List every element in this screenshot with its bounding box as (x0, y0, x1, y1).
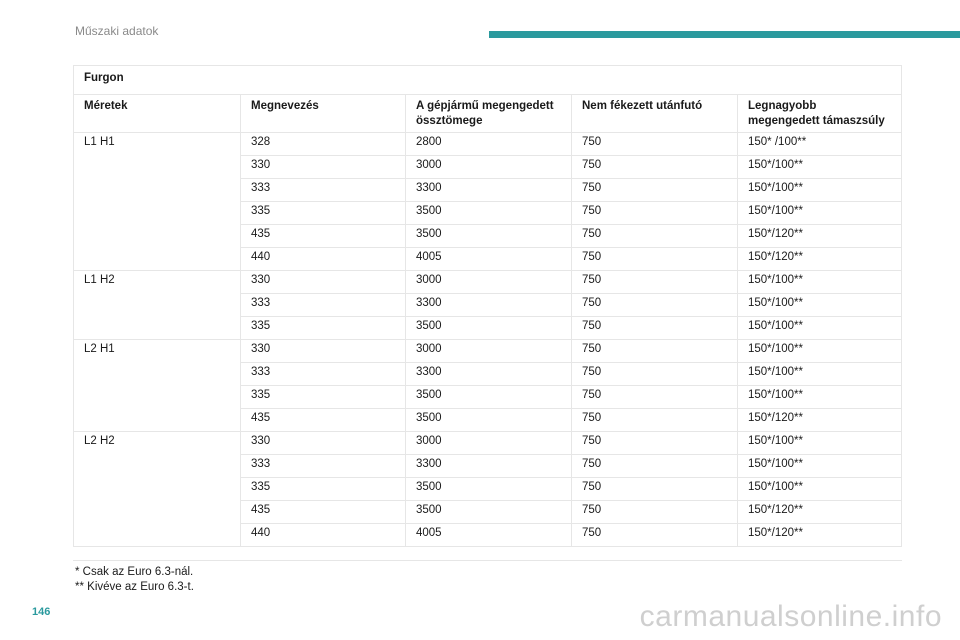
footnote-1: * Csak az Euro 6.3-nál. (75, 566, 194, 578)
gross-mass-cell: 3500 (406, 225, 572, 248)
nose-weight-cell: 150*/100** (738, 340, 902, 363)
unbraked-trailer-cell: 750 (572, 455, 738, 478)
unbraked-trailer-cell: 750 (572, 317, 738, 340)
gross-mass-cell: 4005 (406, 248, 572, 271)
designation-cell: 435 (241, 501, 406, 524)
nose-weight-cell: 150*/120** (738, 524, 902, 547)
gross-mass-cell: 3500 (406, 478, 572, 501)
gross-mass-cell: 3300 (406, 294, 572, 317)
designation-cell: 330 (241, 432, 406, 455)
nose-weight-cell: 150*/100** (738, 294, 902, 317)
page-header-title: Műszaki adatok (75, 24, 159, 38)
dimension-cell: L1 H2 (74, 271, 241, 340)
designation-cell: 335 (241, 202, 406, 225)
nose-weight-cell: 150*/100** (738, 156, 902, 179)
nose-weight-cell: 150*/120** (738, 225, 902, 248)
unbraked-trailer-cell: 750 (572, 156, 738, 179)
column-header-nose-weight: Legnagyobb megengedett támaszsúly (738, 95, 902, 133)
gross-mass-cell: 3500 (406, 317, 572, 340)
gross-mass-cell: 3000 (406, 156, 572, 179)
page-number: 146 (32, 606, 51, 618)
nose-weight-cell: 150*/120** (738, 409, 902, 432)
table-row (74, 133, 902, 156)
unbraked-trailer-cell: 750 (572, 179, 738, 202)
column-header-designation: Megnevezés (241, 95, 406, 133)
unbraked-trailer-cell: 750 (572, 225, 738, 248)
nose-weight-cell: 150*/100** (738, 363, 902, 386)
gross-mass-cell: 3000 (406, 271, 572, 294)
unbraked-trailer-cell: 750 (572, 432, 738, 455)
designation-cell: 440 (241, 248, 406, 271)
unbraked-trailer-cell: 750 (572, 133, 738, 156)
designation-cell: 333 (241, 455, 406, 478)
gross-mass-cell: 3000 (406, 432, 572, 455)
table-row (74, 271, 902, 294)
designation-cell: 335 (241, 386, 406, 409)
table-header-row (74, 95, 902, 133)
footnotes (75, 565, 194, 595)
footnote-2: ** Kivéve az Euro 6.3-t. (75, 581, 194, 593)
table-body (74, 133, 902, 547)
nose-weight-cell: 150*/100** (738, 455, 902, 478)
unbraked-trailer-cell: 750 (572, 294, 738, 317)
gross-mass-cell: 3500 (406, 386, 572, 409)
table-section-title: Furgon (74, 66, 902, 95)
unbraked-trailer-cell: 750 (572, 501, 738, 524)
gross-mass-cell: 3000 (406, 340, 572, 363)
designation-cell: 330 (241, 271, 406, 294)
unbraked-trailer-cell: 750 (572, 340, 738, 363)
unbraked-trailer-cell: 750 (572, 271, 738, 294)
nose-weight-cell: 150*/120** (738, 248, 902, 271)
designation-cell: 330 (241, 156, 406, 179)
nose-weight-cell: 150*/100** (738, 317, 902, 340)
column-header-dimensions: Méretek (74, 95, 241, 133)
designation-cell: 335 (241, 478, 406, 501)
dimension-cell: L1 H1 (74, 133, 241, 271)
designation-cell: 328 (241, 133, 406, 156)
gross-mass-cell: 3500 (406, 409, 572, 432)
watermark: carmanualsonline.info (639, 600, 942, 633)
unbraked-trailer-cell: 750 (572, 202, 738, 225)
unbraked-trailer-cell: 750 (572, 386, 738, 409)
nose-weight-cell: 150*/100** (738, 179, 902, 202)
designation-cell: 333 (241, 179, 406, 202)
column-header-gross-mass: A gépjármű megengedett össztömege (406, 95, 572, 133)
nose-weight-cell: 150*/120** (738, 501, 902, 524)
nose-weight-cell: 150*/100** (738, 271, 902, 294)
unbraked-trailer-cell: 750 (572, 248, 738, 271)
designation-cell: 435 (241, 225, 406, 248)
nose-weight-cell: 150* /100** (738, 133, 902, 156)
gross-mass-cell: 3300 (406, 455, 572, 478)
table-row (74, 340, 902, 363)
designation-cell: 435 (241, 409, 406, 432)
unbraked-trailer-cell: 750 (572, 478, 738, 501)
dimension-cell: L2 H2 (74, 432, 241, 547)
nose-weight-cell: 150*/100** (738, 202, 902, 225)
nose-weight-cell: 150*/100** (738, 432, 902, 455)
footnote-divider (73, 560, 902, 561)
table-row (74, 432, 902, 455)
designation-cell: 440 (241, 524, 406, 547)
gross-mass-cell: 3500 (406, 202, 572, 225)
gross-mass-cell: 3500 (406, 501, 572, 524)
designation-cell: 330 (241, 340, 406, 363)
nose-weight-cell: 150*/100** (738, 478, 902, 501)
header-accent-bar (489, 31, 960, 38)
designation-cell: 333 (241, 294, 406, 317)
nose-weight-cell: 150*/100** (738, 386, 902, 409)
gross-mass-cell: 4005 (406, 524, 572, 547)
unbraked-trailer-cell: 750 (572, 409, 738, 432)
column-header-unbraked-trailer: Nem fékezett utánfutó (572, 95, 738, 133)
gross-mass-cell: 3300 (406, 179, 572, 202)
designation-cell: 335 (241, 317, 406, 340)
unbraked-trailer-cell: 750 (572, 363, 738, 386)
dimension-cell: L2 H1 (74, 340, 241, 432)
designation-cell: 333 (241, 363, 406, 386)
unbraked-trailer-cell: 750 (572, 524, 738, 547)
gross-mass-cell: 2800 (406, 133, 572, 156)
gross-mass-cell: 3300 (406, 363, 572, 386)
spec-table (73, 65, 902, 547)
